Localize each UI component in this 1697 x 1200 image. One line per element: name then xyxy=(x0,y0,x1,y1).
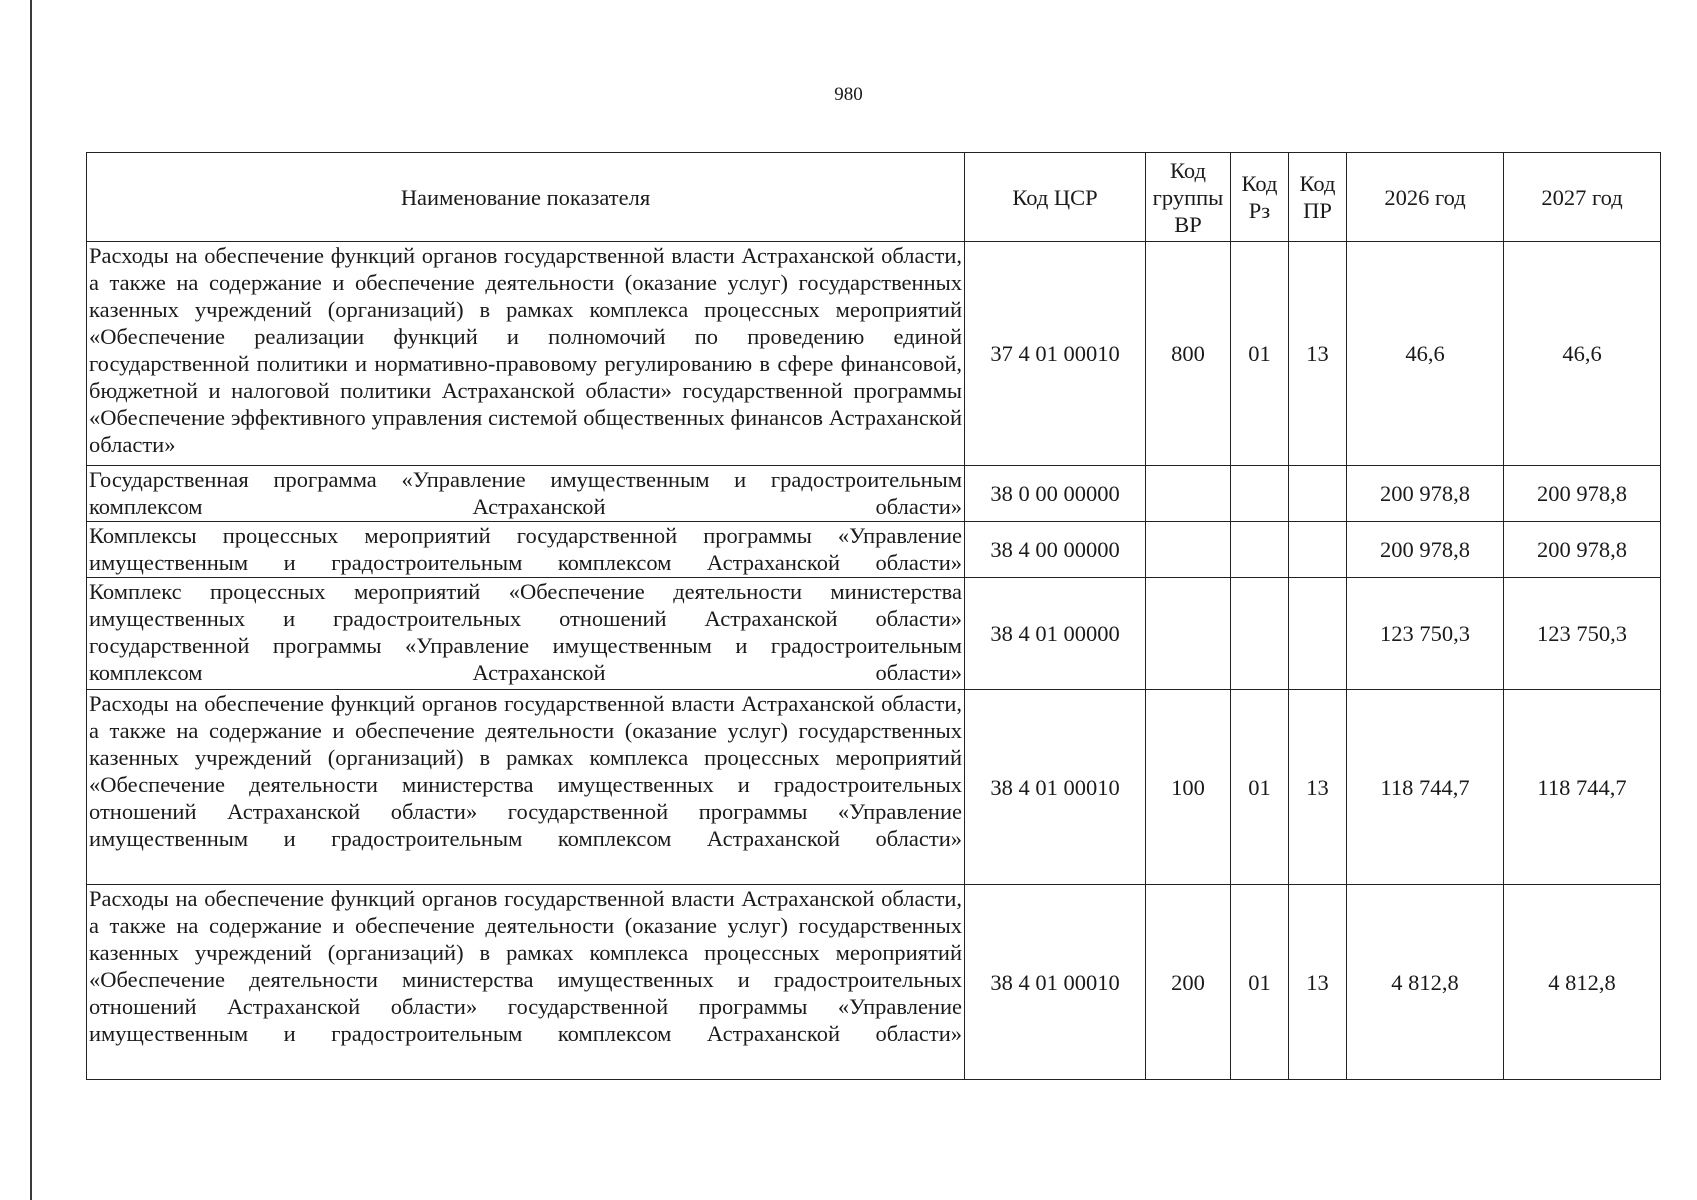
row-2027: 200 978,8 xyxy=(1504,522,1661,578)
row-2027: 123 750,3 xyxy=(1504,578,1661,690)
table-row xyxy=(87,690,1661,885)
table-row xyxy=(87,885,1661,1080)
row-csr: 38 4 01 00010 xyxy=(965,885,1146,1080)
row-csr: 38 4 01 00000 xyxy=(965,578,1146,690)
row-csr: 38 4 00 00000 xyxy=(965,522,1146,578)
table-row xyxy=(87,466,1661,522)
table-body xyxy=(87,242,1661,1080)
row-pr xyxy=(1289,578,1347,690)
row-name: Комплекс процессных мероприятий «Обеспечение деятельности министерства имущественных и градостроительных отношений Астраханской области» государственной программы «Управление имущественным и градостроительным комплексом Астраханской области» xyxy=(87,578,965,690)
row-pr: 13 xyxy=(1289,885,1347,1080)
row-2026: 200 978,8 xyxy=(1347,522,1504,578)
row-pr xyxy=(1289,466,1347,522)
page-margin-line xyxy=(30,0,32,1200)
table-row xyxy=(87,578,1661,690)
row-vr xyxy=(1146,578,1231,690)
row-csr: 37 4 01 00010 xyxy=(965,242,1146,466)
header-name: Наименование показателя xyxy=(87,153,965,242)
header-csr: Код ЦСР xyxy=(965,153,1146,242)
row-name: Расходы на обеспечение функций органов государственной власти Астраханской области, а также на содержание и обеспечение деятельности (оказание услуг) государственных казенных учреждений (организаций) в рамках комплекса процессных мероприятий «Обеспечение деятельности министерства имущественных и градостроительных отношений Астраханской области» государственной программы «Управление имущественным и градостроительным комплексом Астраханской области» xyxy=(87,690,965,885)
row-vr xyxy=(1146,522,1231,578)
row-pr: 13 xyxy=(1289,690,1347,885)
row-rz: 01 xyxy=(1231,885,1289,1080)
row-2026: 118 744,7 xyxy=(1347,690,1504,885)
row-rz: 01 xyxy=(1231,690,1289,885)
row-name: Государственная программа «Управление имущественным и градостроительным комплексом Астраханской области» xyxy=(87,466,965,522)
row-rz xyxy=(1231,578,1289,690)
row-vr: 800 xyxy=(1146,242,1231,466)
row-rz xyxy=(1231,466,1289,522)
row-name: Комплексы процессных мероприятий государственной программы «Управление имущественным и градостроительным комплексом Астраханской области» xyxy=(87,522,965,578)
table-row xyxy=(87,522,1661,578)
row-2027: 4 812,8 xyxy=(1504,885,1661,1080)
row-2026: 200 978,8 xyxy=(1347,466,1504,522)
row-2027: 200 978,8 xyxy=(1504,466,1661,522)
row-rz: 01 xyxy=(1231,242,1289,466)
budget-table xyxy=(86,152,1661,1080)
header-rz: Код Рз xyxy=(1231,153,1289,242)
row-name: Расходы на обеспечение функций органов государственной власти Астраханской области, а также на содержание и обеспечение деятельности (оказание услуг) государственных казенных учреждений (организаций) в рамках комплекса процессных мероприятий «Обеспечение деятельности министерства имущественных и градостроительных отношений Астраханской области» государственной программы «Управление имущественным и градостроительным комплексом Астраханской области» xyxy=(87,885,965,1080)
header-pr: Код ПР xyxy=(1289,153,1347,242)
header-vr: Код группы ВР xyxy=(1146,153,1231,242)
row-2026: 46,6 xyxy=(1347,242,1504,466)
row-2027: 46,6 xyxy=(1504,242,1661,466)
header-row xyxy=(87,153,1661,242)
table-header xyxy=(87,153,1661,242)
row-pr: 13 xyxy=(1289,242,1347,466)
header-2027: 2027 год xyxy=(1504,153,1661,242)
row-2026: 4 812,8 xyxy=(1347,885,1504,1080)
page-number: 980 xyxy=(834,84,863,105)
row-vr: 100 xyxy=(1146,690,1231,885)
row-2027: 118 744,7 xyxy=(1504,690,1661,885)
row-csr: 38 4 01 00010 xyxy=(965,690,1146,885)
row-vr xyxy=(1146,466,1231,522)
row-name: Расходы на обеспечение функций органов государственной власти Астраханской области, а также на содержание и обеспечение деятельности (оказание услуг) государственных казенных учреждений (организаций) в рамках комплекса процессных мероприятий «Обеспечение реализации функций и полномочий по проведению единой государственной политики и нормативно-правовому регулированию в сфере финансовой, бюджетной и налоговой политики Астраханской области» государственной программы «Обеспечение эффективного управления системой общественных финансов Астраханской области» xyxy=(87,242,965,466)
row-pr xyxy=(1289,522,1347,578)
row-2026: 123 750,3 xyxy=(1347,578,1504,690)
row-csr: 38 0 00 00000 xyxy=(965,466,1146,522)
row-vr: 200 xyxy=(1146,885,1231,1080)
table-row xyxy=(87,242,1661,466)
header-2026: 2026 год xyxy=(1347,153,1504,242)
row-rz xyxy=(1231,522,1289,578)
